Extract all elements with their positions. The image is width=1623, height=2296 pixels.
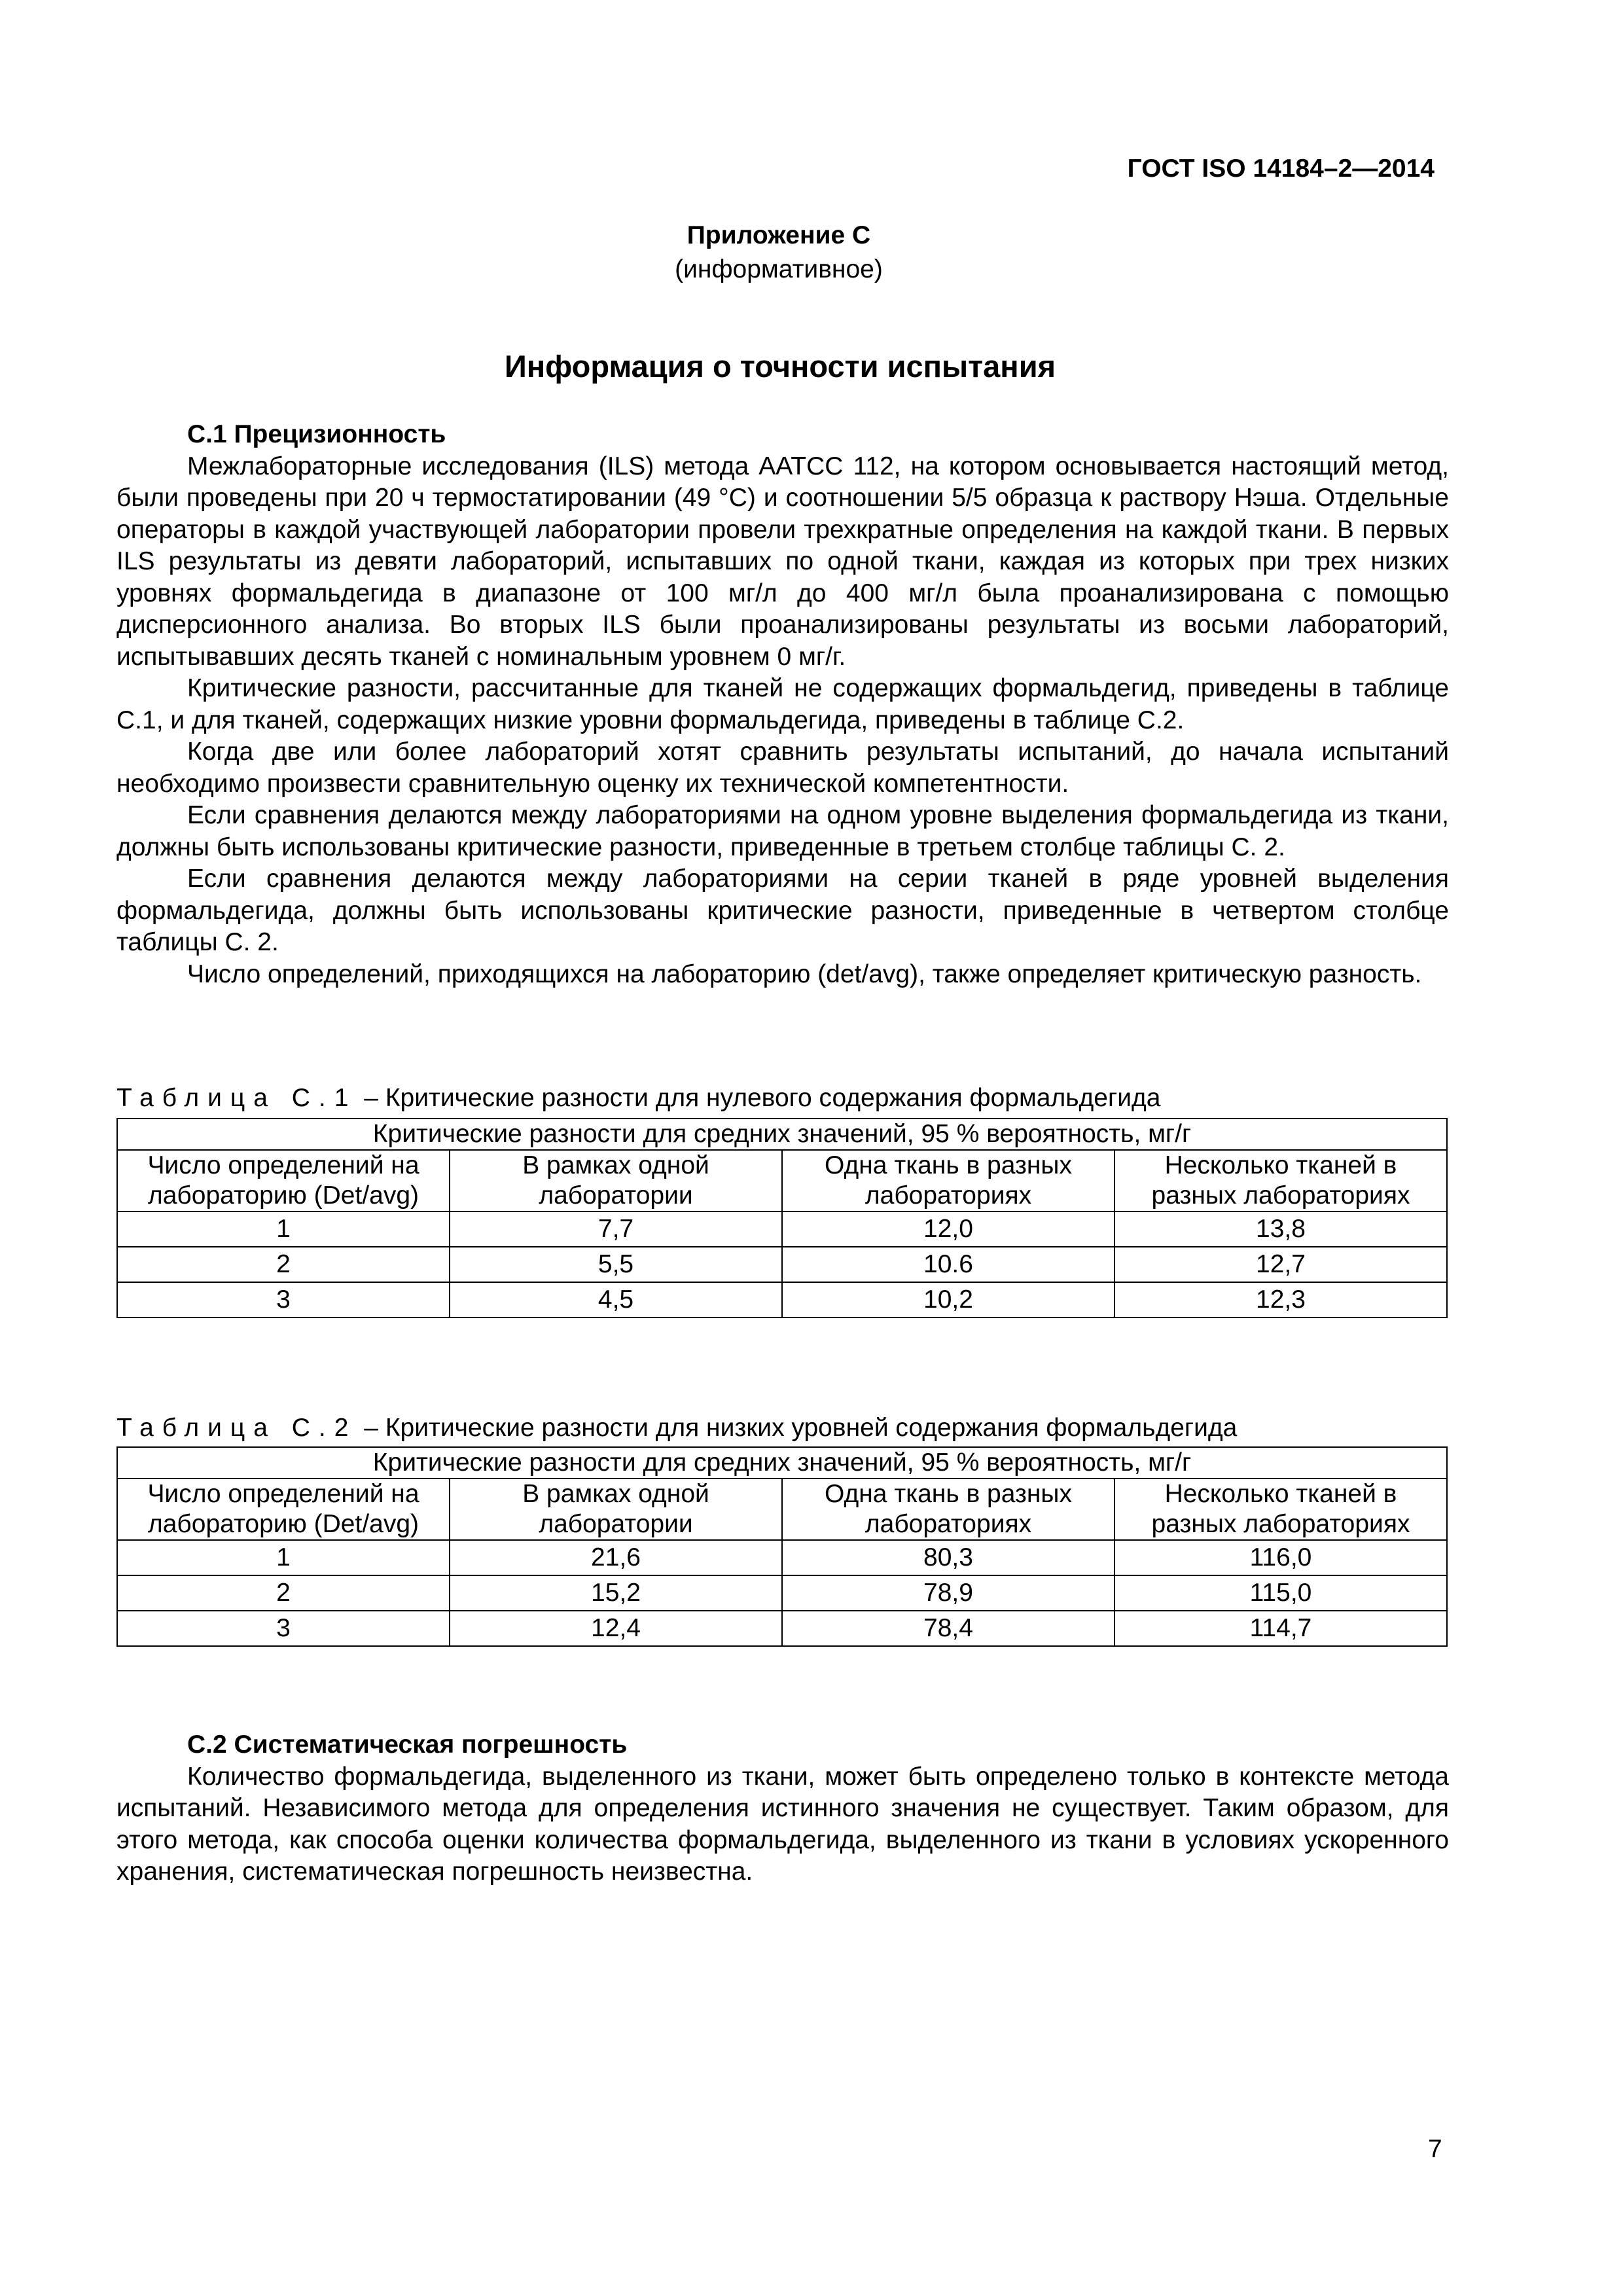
- table-label: Таблица С.2: [116, 1414, 357, 1442]
- column-header: Одна ткань в разных лабораториях: [782, 1150, 1115, 1211]
- table-cell: 80,3: [782, 1540, 1115, 1575]
- table-cell: 4,5: [450, 1282, 782, 1318]
- table-header-row: [117, 1479, 1447, 1540]
- paragraph: Критические разности, рассчитанные для тканей не содержащих формальдегид, приведены в таблице С.1, и для тканей, содержащих низкие уровни формальдегида, приведены в таблице С.2.: [116, 674, 1449, 734]
- table-caption: [116, 1084, 1160, 1113]
- table-caption: [116, 1414, 1237, 1443]
- section-heading: С.1 Прецизионность: [187, 420, 446, 448]
- table-cell: 114,7: [1115, 1611, 1447, 1646]
- table-cell: 1: [117, 1211, 450, 1247]
- table-cell: 1: [117, 1540, 450, 1575]
- paragraph: Число определений, приходящихся на лабораторию (det/avg), также определяет критическую разность.: [187, 960, 1422, 988]
- section-heading: С.2 Систематическая погрешность: [187, 1731, 628, 1759]
- table-group-header-row: [117, 1447, 1447, 1479]
- table-title: – Критические разности для низких уровней содержания формальдегида: [357, 1414, 1238, 1442]
- table-cell: 21,6: [450, 1540, 782, 1575]
- document-code: ГОСТ ISO 14184–2—2014: [1127, 154, 1435, 183]
- table-cell: 78,4: [782, 1611, 1115, 1646]
- column-header: Одна ткань в разных лабораториях: [782, 1479, 1115, 1540]
- column-header: Число определений на лабораторию (Det/avg): [117, 1479, 450, 1540]
- column-header: В рамках одной лаборатории: [450, 1479, 782, 1540]
- table-cell: 7,7: [450, 1211, 782, 1247]
- paragraph: Когда две или более лабораторий хотят сравнить результаты испытаний, до начала испытаний необходимо произвести сравнительную оценку их технической компетентности.: [116, 738, 1449, 798]
- table-cell: 15,2: [450, 1575, 782, 1611]
- section-precision: [116, 419, 1449, 990]
- table-cell: 3: [117, 1611, 450, 1646]
- table-cell: 10,2: [782, 1282, 1115, 1318]
- table-row: [117, 1247, 1447, 1282]
- column-header: Число определений на лабораторию (Det/avg): [117, 1150, 450, 1211]
- section-systematic-error: [116, 1729, 1449, 1888]
- table-group-header: Критические разности для средних значений, 95 % вероятность, мг/г: [117, 1119, 1447, 1150]
- table-cell: 2: [117, 1247, 450, 1282]
- table-cell: 12,4: [450, 1611, 782, 1646]
- table-cell: 12,3: [1115, 1282, 1447, 1318]
- table-cell: 12,0: [782, 1211, 1115, 1247]
- table-cell: 10.6: [782, 1247, 1115, 1282]
- column-header: В рамках одной лаборатории: [450, 1150, 782, 1211]
- paragraph: Межлабораторные исследования (ILS) метода ААТСС 112, на котором основывается настоящий метод, были проведены при 20 ч термостатировании (49 °С) и соотношении 5/5 образца к раствору Нэша. Отдельные операторы в каждой участвующей лаборатории провели трехкратные определения на каждой ткани. В первых ILS результаты из девяти лабораторий, испытавших по одной ткани, каждая из которых при трех низких уровнях формальдегида в диапазоне от 100 мг/л до 400 мг/л была проанализирована с помощью дисперсионного анализа. Во вторых ILS были проанализированы результаты из восьми лабораторий, испытывавших десять тканей с номинальным уровнем 0 мг/г.: [116, 452, 1449, 671]
- table-cell: 115,0: [1115, 1575, 1447, 1611]
- critical-differences-table-low: [116, 1446, 1448, 1647]
- appendix-title: Приложение С: [687, 221, 871, 249]
- table-cell: 116,0: [1115, 1540, 1447, 1575]
- table-cell: 2: [117, 1575, 450, 1611]
- table-group-header: Критические разности для средних значений, 95 % вероятность, мг/г: [117, 1447, 1447, 1479]
- paragraph: Если сравнения делаются между лабораториями на одном уровне выделения формальдегида из ткани, должны быть использованы критические разности, приведенные в третьем столбце таблицы С. 2.: [116, 801, 1449, 861]
- paragraph: Если сравнения делаются между лабораториями на серии тканей в ряде уровней выделения формальдегида, должны быть использованы критические разности, приведенные в четвертом столбце таблицы С. 2.: [116, 865, 1449, 956]
- paragraph: Количество формальдегида, выделенного из ткани, может быть определено только в контексте метода испытаний. Независимого метода для определения истинного значения не существует. Таким образом, для этого метода, как способа оценки количества формальдегида, выделенного из ткани в условиях ускоренного хранения, систематическая погрешность неизвестна.: [116, 1762, 1449, 1886]
- critical-differences-table-zero: [116, 1118, 1448, 1318]
- table-row: [117, 1211, 1447, 1247]
- table-row: [117, 1611, 1447, 1646]
- table-title: – Критические разности для нулевого содержания формальдегида: [357, 1084, 1161, 1112]
- table-group-header-row: [117, 1119, 1447, 1150]
- column-header: Несколько тканей в разных лабораториях: [1115, 1150, 1447, 1211]
- table-row: [117, 1540, 1447, 1575]
- table-row: [117, 1282, 1447, 1318]
- table-label: Таблица С.1: [116, 1084, 357, 1112]
- page-number: 7: [1428, 2135, 1442, 2163]
- table-cell: 12,7: [1115, 1247, 1447, 1282]
- main-title: Информация о точности испытания: [504, 349, 1056, 384]
- table-row: [117, 1575, 1447, 1611]
- column-header: Несколько тканей в разных лабораториях: [1115, 1479, 1447, 1540]
- table-cell: 13,8: [1115, 1211, 1447, 1247]
- table-header-row: [117, 1150, 1447, 1211]
- appendix-subtitle: (информативное): [675, 255, 883, 283]
- table-cell: 3: [117, 1282, 450, 1318]
- table-cell: 78,9: [782, 1575, 1115, 1611]
- table-cell: 5,5: [450, 1247, 782, 1282]
